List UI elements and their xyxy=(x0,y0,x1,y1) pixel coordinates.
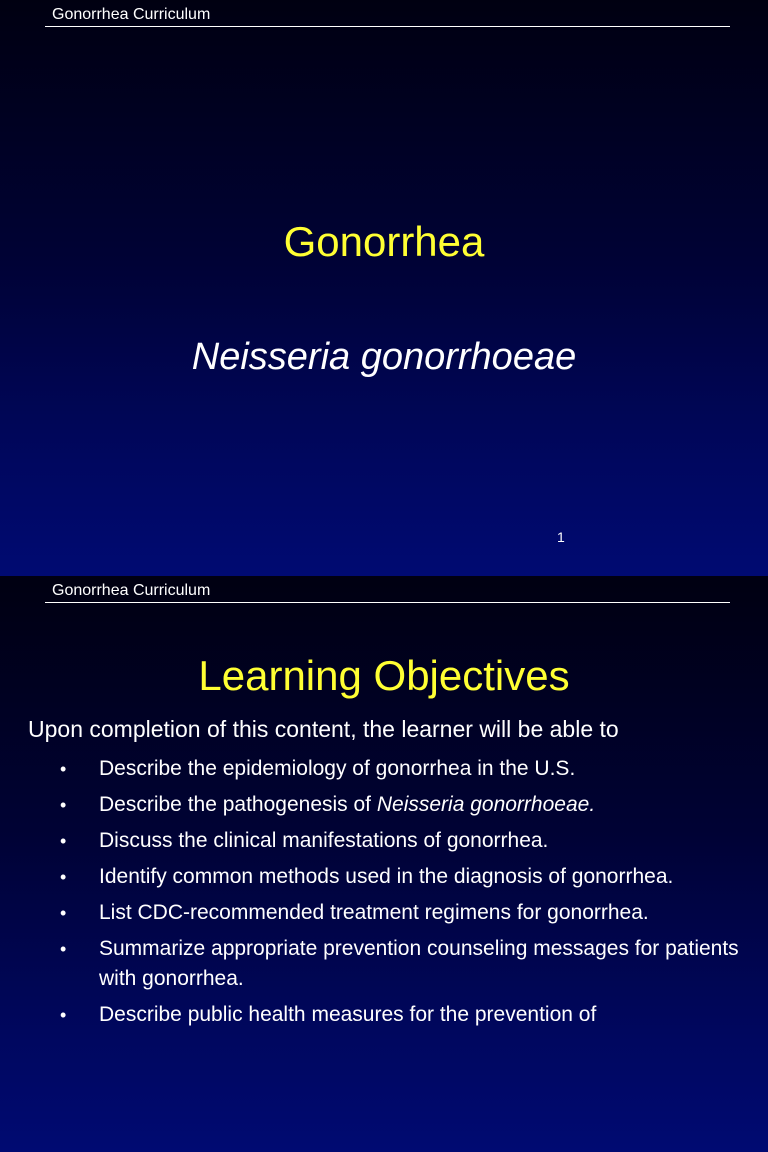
slide-header: Gonorrhea Curriculum xyxy=(52,6,211,23)
bullet-icon: • xyxy=(60,867,67,887)
slide-header: Gonorrhea Curriculum xyxy=(52,582,211,599)
objective-text: Identify common methods used in the diagnosis of gonorrhea. xyxy=(99,865,674,888)
objective-item xyxy=(0,754,768,784)
objective-item xyxy=(0,898,768,928)
bullet-icon: • xyxy=(60,831,67,851)
objective-item xyxy=(0,826,768,856)
objective-item xyxy=(0,934,768,994)
bullet-icon: • xyxy=(60,795,67,815)
objectives-intro: Upon completion of this content, the learner will be able to xyxy=(28,716,619,742)
objectives-slide xyxy=(0,576,768,1152)
objective-item xyxy=(0,790,768,820)
slide-title: Learning Objectives xyxy=(198,652,570,699)
objective-text: Summarize appropriate prevention counseling messages for patients with gonorrhea. xyxy=(99,937,739,990)
page-number: 1 xyxy=(557,529,565,545)
bullet-icon: • xyxy=(60,1005,67,1025)
objective-item xyxy=(0,862,768,892)
objective-text: Describe public health measures for the prevention of xyxy=(99,1003,597,1026)
objective-text: Discuss the clinical manifestations of gonorrhea. xyxy=(99,829,549,852)
objective-text: List CDC-recommended treatment regimens for gonorrhea. xyxy=(99,901,649,924)
header-divider xyxy=(45,26,730,27)
bullet-icon: • xyxy=(60,903,67,923)
objective-text: Describe the epidemiology of gonorrhea in the U.S. xyxy=(99,757,576,780)
objective-item xyxy=(0,1000,768,1030)
objective-italic-text: Neisseria gonorrhoeae xyxy=(376,793,590,816)
slide-title: Gonorrhea xyxy=(283,218,485,265)
slide-subtitle: Neisseria gonorrhoeae xyxy=(191,336,577,378)
objective-tail-text: . xyxy=(589,793,596,816)
bullet-icon: • xyxy=(60,759,67,779)
objectives-list xyxy=(0,754,768,1036)
header-divider xyxy=(45,602,730,603)
bullet-icon: • xyxy=(60,939,67,959)
objective-text: Describe the pathogenesis of xyxy=(99,793,377,816)
